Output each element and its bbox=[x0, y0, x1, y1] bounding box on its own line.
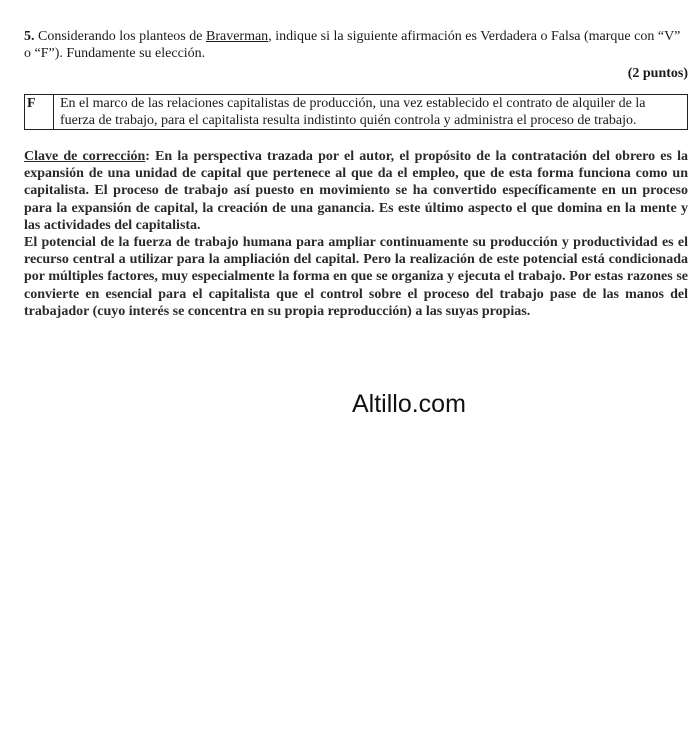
answer-statement: En el marco de las relaciones capitalistas de producción, una vez establecido el contrato de alquiler de la fuerza de trabajo, para el capitalista resulta indistinto quién controla y administra el proceso de trabajo. bbox=[54, 95, 688, 130]
question-points: (2 puntos) bbox=[627, 66, 688, 81]
answer-mark: F bbox=[25, 95, 54, 130]
answer-table bbox=[24, 94, 688, 130]
correction-paragraph-2: El potencial de la fuerza de trabajo humana para ampliar continuamente su producción y productividad es el recurso central a utilizar para la ampliación del capital. Pero la realización de este potencial está condicionada por múltiples factores, muy especialmente la forma en que se organiza y ejecuta el trabajo. Por estas razones se convierte en esencial para el capitalista que el control sobre el proceso del trabajo pase de las manos del trabajador (cuyo interés se concentra en su propia reproducción) a las suyas propias. bbox=[24, 235, 688, 319]
correction-text-1: : En la perspectiva trazada por el autor, el propósito de la contratación del obrero es la expansión de una unidad de capital que pertenece al que da el empleo, que de esta forma funciona como un capitalista. El proceso de trabajo así puesto en movimiento se ha convertido específicamente en un proceso para la expansión de capital, la creación de una ganancia. Es este último aspecto el que domina en la mente y las actividades del capitalista. bbox=[24, 149, 688, 233]
exam-page bbox=[24, 28, 688, 320]
question-text-after: , indique si la siguiente afirmación es Verdadera o Falsa (marque con “V” o “F”). Fundamente su elección. bbox=[24, 29, 681, 61]
question-text-before: Considerando los planteos de bbox=[34, 29, 206, 44]
site-watermark: Altillo.com bbox=[352, 390, 466, 418]
question-5 bbox=[24, 28, 688, 62]
correction-paragraph-1 bbox=[24, 148, 688, 234]
question-author: Braverman bbox=[205, 29, 269, 44]
correction-key bbox=[24, 148, 688, 320]
question-number: 5. bbox=[24, 29, 35, 44]
correction-label: Clave de corrección bbox=[24, 149, 146, 164]
answer-row bbox=[25, 95, 688, 130]
